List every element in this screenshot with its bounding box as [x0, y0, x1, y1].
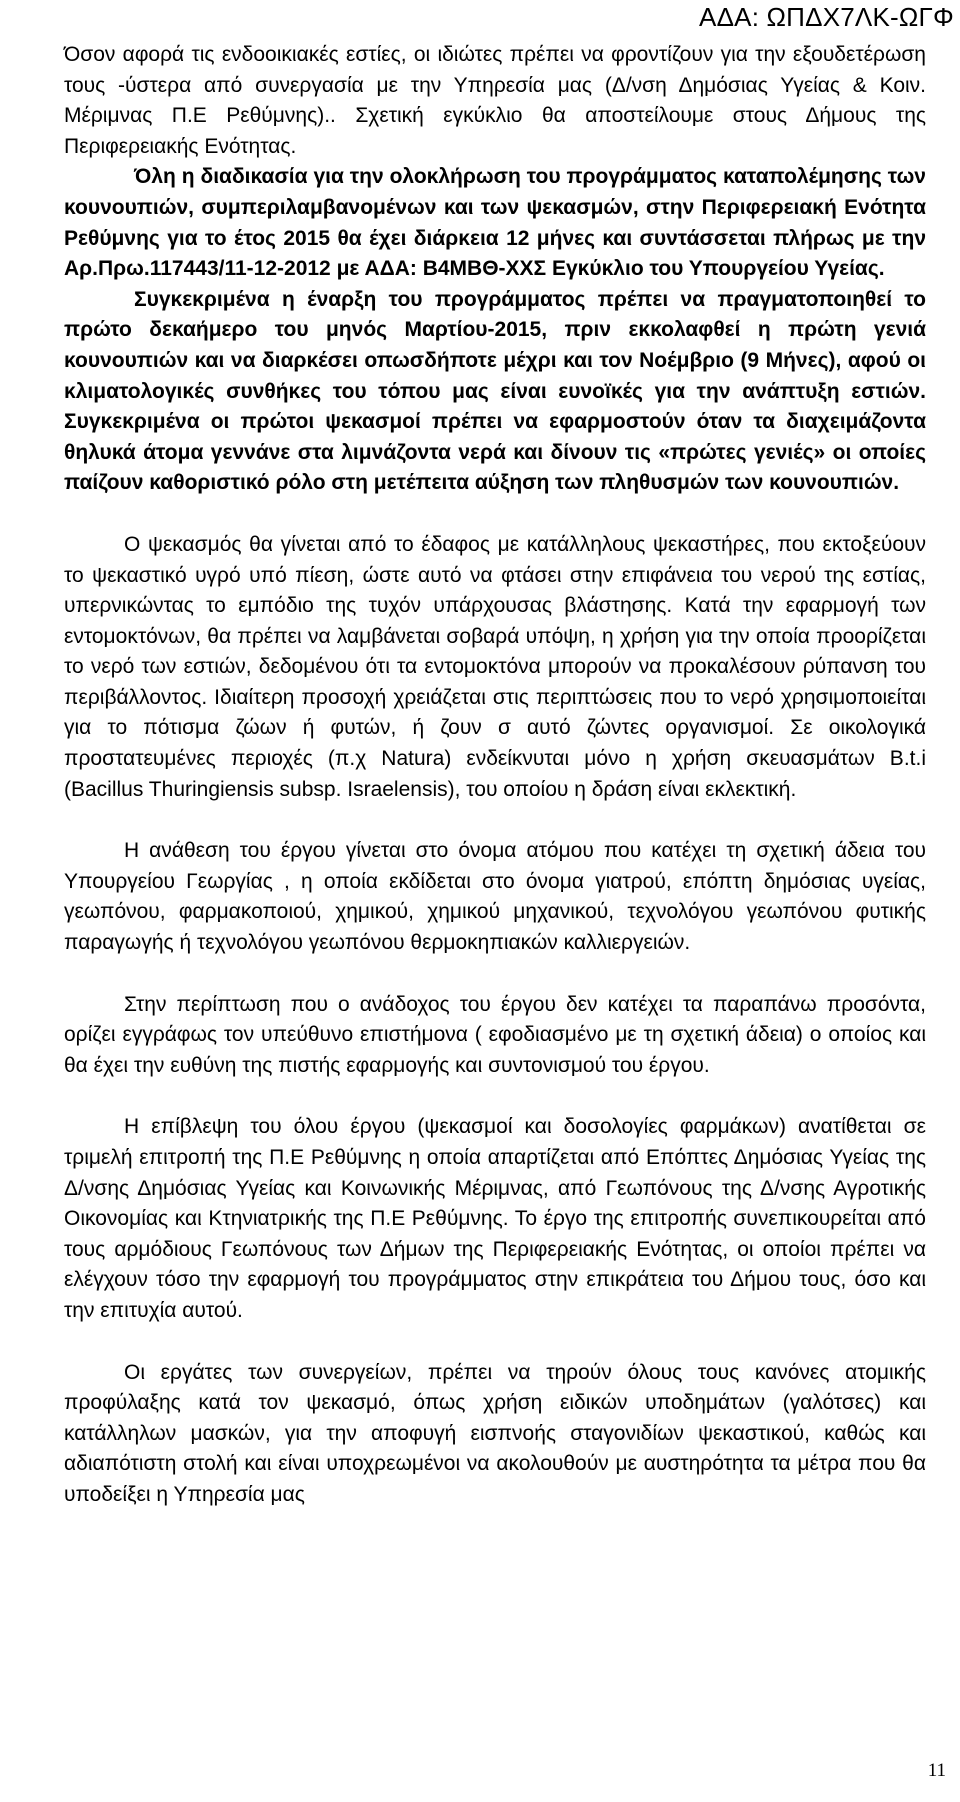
- page-number: 11: [927, 1760, 946, 1781]
- paragraph-program-start: Συγκεκριμένα η έναρξη του προγράμματος πρέπει να πραγματοποιηθεί το πρώτο δεκαήμερο του μηνός Μαρτίου-2015, πριν εκκολαφθεί η πρώτη γενιά κουνουπιών και να διαρκέσει οπωσδήποτε μέχρι και τον Νοέμβριο (9 Μήνες), αφού οι κλιματολογικές συνθήκες του τόπου μας είναι ευνοϊκές για την ανάπτυξη εστιών. Συγκεκριμένα οι πρώτοι ψεκασμοί πρέπει να εφαρμοστούν όταν τα διαχειμάζοντα θηλυκά άτομα γεννάνε στα λιμνάζοντα νερά και δίνουν τις «πρώτες γενιές» οι οποίες παίζουν καθοριστικό ρόλο στη μετέπειτα αύξηση των πληθυσμών των κουνουπιών.: [64, 287, 926, 495]
- paragraph-workers: Οι εργάτες των συνεργείων, πρέπει να τηρούν όλους τους κανόνες ατομικής προφύλαξης κατά τον ψεκασμό, όπως χρήση ειδικών υποδημάτων (γαλότσες) και κατάλληλων μασκών, για την αποφυγή εισπνοής σταγονιδίων ψεκαστικού, καθώς και αδιαπότιστη στολή και είναι υποχρεωμένοι να ακολουθούν με αυστηρότητα τα μέτρα που θα υποδείξει η Υπηρεσία μας: [64, 1360, 926, 1506]
- document-body: [64, 40, 926, 1511]
- paragraph-home-sites: Όσον αφορά τις ενδοοικιακές εστίες, οι ιδιώτες πρέπει να φροντίζουν για την εξουδετέρωση τους -ύστερα από συνεργασία με την Υπηρεσία μας (Δ/νση Δημόσιας Υγείας & Κοιν. Μέριμνας Π.Ε Ρεθύμνης).. Σχετική εγκύκλιο θα αποστείλουμε στους Δήμους της Περιφερειακής Ενότητας.: [64, 43, 926, 158]
- paragraph-program-duration: Όλη η διαδικασία για την ολοκλήρωση του προγράμματος καταπολέμησης των κουνουπιών, συμπεριλαμβανομένων και των ψεκασμών, στην Περιφερειακή Ενότητα Ρεθύμνης για το έτος 2015 θα έχει διάρκεια 12 μήνες και συντάσσεται πλήρως με την Αρ.Πρω.117443/11-12-2012 με ΑΔΑ: Β4ΜΒΘ-ΧΧΣ Εγκύκλιο του Υπουργείου Υγείας.: [64, 165, 926, 281]
- spacer: [64, 499, 926, 530]
- paragraph-spraying: Ο ψεκασμός θα γίνεται από το έδαφος με κατάλληλους ψεκαστήρες, που εκτοξεύουν το ψεκαστικό υγρό υπό πίεση, ώστε αυτό να φτάσει στην επιφάνεια του νερού της εστίας, υπερνικώντας το εμπόδιο της τυχόν υπάρχουσας βλάστησης. Κατά την εφαρμογή των εντομοκτόνων, θα πρέπει να λαμβάνεται σοβαρά υπόψη, η χρήση για την οποία προορίζεται το νερό των εστιών, δεδομένου ότι τα εντομοκτόνα μπορούν να προκαλέσουν ρύπανση του περιβάλλοντος. Ιδιαίτερη προσοχή χρειάζεται στις περιπτώσεις που το νερό χρησιμοποιείται για το πότισμα ζώων ή φυτών, ή ζουν σ αυτό ζώντες οργανισμοί. Σε οικολογικά προστατευμένες περιοχές (π.χ Natura) ενδείκνυται μόνο η χρήση σκευασμάτων B.t.i (Bacillus Thuringiensis subsp. Israelensis), του οποίου η δράση είναι εκλεκτική.: [64, 532, 926, 801]
- spacer: [64, 959, 926, 990]
- spacer: [64, 805, 926, 836]
- spacer: [64, 1081, 926, 1112]
- paragraph-assignment: Η ανάθεση του έργου γίνεται στο όνομα ατόμου που κατέχει τη σχετική άδεια του Υπουργείου Γεωργίας , η οποία εκδίδεται στο όνομα γιατρού, επόπτη δημόσιας υγείας, γεωπόνου, φαρμακοποιού, χημικού, χημικού μηχανικού, τεχνολόγου γεωπόνου φυτικής παραγωγής ή τεχνολόγου γεωπόνου θερμοκηπιακών καλλιεργειών.: [64, 839, 926, 955]
- spacer: [64, 1327, 926, 1358]
- paragraph-supervision: Η επίβλεψη του όλου έργου (ψεκασμοί και δοσολογίες φαρμάκων) ανατίθεται σε τριμελή επιτροπή της Π.Ε Ρεθύμνης η οποία απαρτίζεται από Επόπτες Δημόσιας Υγείας της Δ/νσης Δημόσιας Υγείας και Κοινωνικής Μέριμνας, από Γεωπόνους της Δ/νσης Αγροτικής Οικονομίας και Κτηνιατρικής της Π.Ε Ρεθύμνης. Το έργο της επιτροπής συνεπικουρείται από τους αρμόδιους Γεωπόνους των Δήμων της Περιφερειακής Ενότητας, οι οποίοι πρέπει να ελέγχουν τόσο την εφαρμογή του προγράμματος στην επικράτεια του Δήμου τους, όσο και την επιτυχία αυτού.: [64, 1115, 926, 1322]
- paragraph-contractor: Στην περίπτωση που ο ανάδοχος του έργου δεν κατέχει τα παραπάνω προσόντα, ορίζει εγγράφως τον υπεύθυνο επιστήμονα ( εφοδιασμένο με τη σχετική άδεια) ο οποίος και θα έχει την ευθύνη της πιστής εφαρμογής και συντονισμού του έργου.: [64, 992, 926, 1077]
- ada-code: ΑΔΑ: ΩΠΔΧ7ΛΚ-ΩΓΦ: [699, 2, 954, 32]
